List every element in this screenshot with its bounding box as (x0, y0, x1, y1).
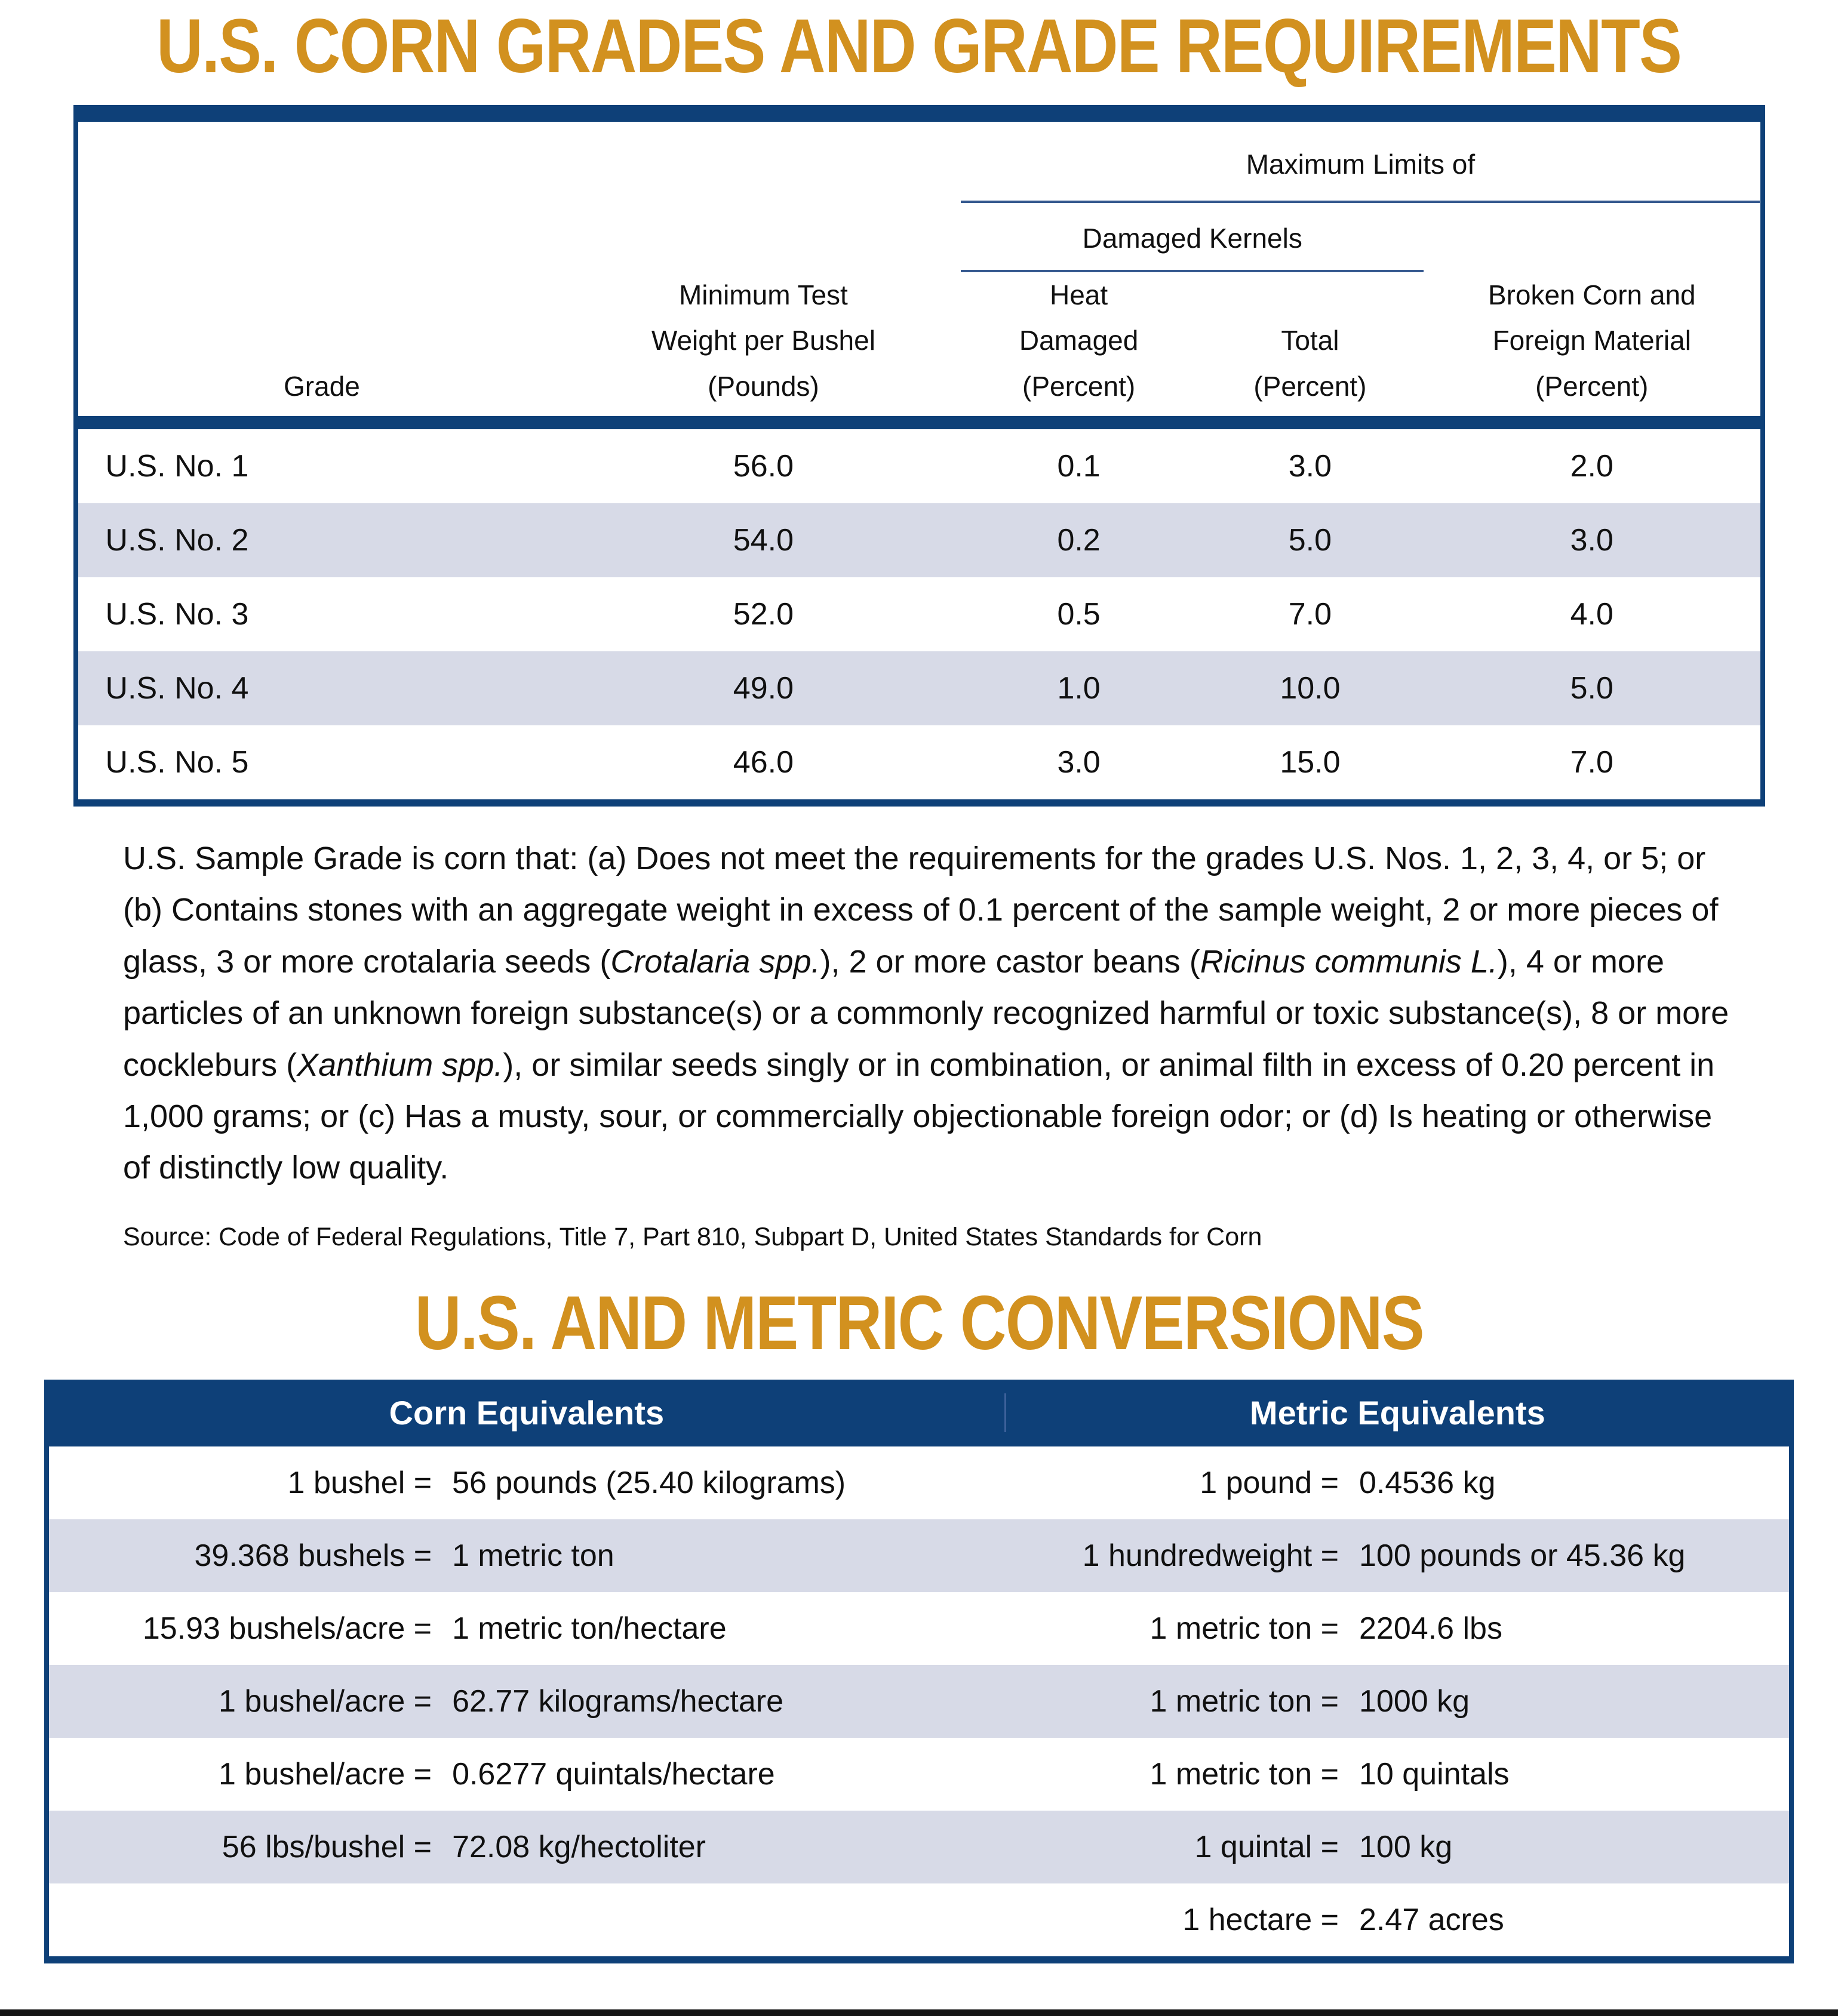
header-min-test-weight-line: Minimum Test (678, 279, 848, 310)
conversion-row (49, 1519, 1789, 1592)
conversion-value: 10 quintals (1358, 1756, 1510, 1792)
header-broken-corn (1424, 272, 1760, 416)
note-text: ), 2 or more castor beans ( (820, 943, 1200, 980)
metric-equivalent-cell (1006, 1829, 1789, 1865)
broken-corn-cell: 2.0 (1570, 449, 1613, 484)
conversion-term: 56 lbs/bushel = (222, 1829, 432, 1864)
grades-table (73, 105, 1765, 807)
conversion-value: 56 pounds (25.40 kilograms) (452, 1465, 846, 1500)
conversion-value: 2.47 acres (1358, 1902, 1504, 1937)
min-test-weight-cell: 54.0 (733, 523, 794, 558)
header-grade: Grade (284, 370, 360, 402)
header-broken-corn-line: Foreign Material (1492, 325, 1691, 356)
corn-equivalent-cell (49, 1829, 1006, 1865)
grade-cell: U.S. No. 4 (105, 671, 249, 706)
heat-damaged-cell: 1.0 (1057, 671, 1101, 706)
metric-equivalent-cell (1006, 1611, 1789, 1646)
header-heat-damaged-line: Heat (1050, 279, 1108, 310)
grade-cell: U.S. No. 1 (105, 449, 249, 484)
conversion-term: 1 hectare = (1182, 1902, 1339, 1937)
conversion-value: 2204.6 lbs (1358, 1611, 1502, 1646)
corn-equivalent-cell (49, 1465, 1006, 1501)
min-test-weight-cell: 46.0 (733, 745, 794, 780)
conversion-row (49, 1811, 1789, 1883)
header-damaged-kernels-group: Damaged Kernels (961, 203, 1424, 272)
conversion-value: 1000 kg (1358, 1683, 1470, 1719)
conversion-row (49, 1446, 1789, 1519)
metric-equivalent-cell (1006, 1538, 1789, 1574)
grade-table-row (78, 503, 1760, 577)
conversion-value: 100 kg (1358, 1829, 1453, 1864)
metric-equivalent-cell (1006, 1756, 1789, 1792)
broken-corn-cell: 4.0 (1570, 597, 1613, 632)
heat-damaged-cell: 3.0 (1057, 745, 1101, 780)
conversion-value: 1 metric ton/hectare (452, 1611, 727, 1646)
conversions-title (0, 1280, 1838, 1366)
heat-damaged-cell: 0.2 (1057, 523, 1101, 558)
metric-equivalent-cell (1006, 1465, 1789, 1501)
conversion-value: 100 pounds or 45.36 kg (1358, 1538, 1686, 1573)
metric-equivalent-cell (1006, 1902, 1789, 1938)
header-min-test-weight-line: (Pounds) (708, 370, 819, 402)
conversion-row (49, 1665, 1789, 1738)
broken-corn-cell: 5.0 (1570, 671, 1613, 706)
header-min-test-weight (565, 272, 961, 416)
metric-equivalent-cell (1006, 1683, 1789, 1719)
grade-table-row (78, 429, 1760, 503)
conversion-value: 72.08 kg/hectoliter (452, 1829, 706, 1864)
header-heat-damaged (961, 272, 1196, 416)
conversion-term: 1 metric ton = (1149, 1756, 1339, 1792)
conversion-value: 1 metric ton (452, 1538, 614, 1573)
grades-title-text: U.S. CORN GRADES AND GRADE REQUIREMENTS (156, 4, 1682, 89)
grade-cell: U.S. No. 3 (105, 597, 249, 632)
header-heat-damaged-line: Damaged (1019, 325, 1139, 356)
header-maximum-limits-group: Maximum Limits of (961, 122, 1760, 203)
broken-corn-cell: 7.0 (1570, 745, 1613, 780)
total-cell: 7.0 (1288, 597, 1332, 632)
corn-equivalent-cell (49, 1683, 1006, 1719)
conversion-term: 15.93 bushels/acre = (142, 1611, 432, 1646)
grades-table-header (78, 122, 1760, 429)
total-cell: 3.0 (1288, 449, 1332, 484)
broken-corn-cell: 3.0 (1570, 523, 1613, 558)
header-total-line: (Percent) (1253, 370, 1367, 402)
heat-damaged-cell: 0.1 (1057, 449, 1101, 484)
conversion-value: 62.77 kilograms/hectare (452, 1683, 784, 1719)
source-note: Source: Code of Federal Regulations, Title 7, Part 810, Subpart D, United States Standards for Corn (123, 1222, 1262, 1251)
header-broken-corn-line: (Percent) (1535, 370, 1649, 402)
corn-equivalent-cell (49, 1611, 1006, 1646)
conversion-term: 1 quintal = (1194, 1829, 1339, 1864)
conversion-term: 1 bushel/acre = (219, 1756, 432, 1792)
corn-equivalent-cell (49, 1756, 1006, 1792)
corn-equivalent-cell (49, 1538, 1006, 1574)
grade-table-row (78, 651, 1760, 725)
heat-damaged-cell: 0.5 (1057, 597, 1101, 632)
conversions-table (44, 1380, 1794, 1963)
grade-table-row (78, 725, 1760, 799)
note-latin-name: Crotalaria spp. (610, 943, 820, 980)
total-cell: 5.0 (1288, 523, 1332, 558)
grades-title (0, 4, 1838, 89)
min-test-weight-cell: 52.0 (733, 597, 794, 632)
conversion-term: 1 pound = (1200, 1465, 1339, 1500)
conversion-term: 1 metric ton = (1149, 1683, 1339, 1719)
conversions-table-header (49, 1380, 1789, 1446)
bottom-page-rule (0, 2009, 1838, 2016)
conversions-title-text: U.S. AND METRIC CONVERSIONS (414, 1280, 1424, 1366)
conversion-term: 1 metric ton = (1149, 1611, 1339, 1646)
note-text: U.S. Sample Grade is corn that: (a) Does not meet the requirements for the grades U.S. Nos. 1, 2, 3, 4, or 5; or (b) Contains stones with an aggregate weight in excess of 0.1 percent of the sample weight, 2 or more pieces of glass, 3 or more crotalaria seeds ( (123, 841, 1719, 980)
grade-cell: U.S. No. 2 (105, 523, 249, 558)
min-test-weight-cell: 56.0 (733, 449, 794, 484)
grade-table-row (78, 577, 1760, 651)
conversion-term: 1 hundredweight = (1082, 1538, 1339, 1573)
conversion-term: 1 bushel/acre = (219, 1683, 432, 1719)
total-cell: 15.0 (1280, 745, 1341, 780)
conversion-row (49, 1592, 1789, 1665)
header-total-line: Total (1281, 325, 1339, 356)
note-latin-name: Ricinus communis L. (1200, 943, 1498, 980)
note-latin-name: Xanthium spp. (297, 1047, 503, 1083)
note-text: ), or similar seeds singly or in combination, or animal filth in excess of 0.20 percent in 1,000 grams; or (c) Has a musty, sour, or commercially objectionable foreign odor; or (d) Is heating or otherwise of distinctly low quality. (123, 1047, 1715, 1186)
conversion-term: 1 bushel = (287, 1465, 432, 1500)
header-min-test-weight-line: Weight per Bushel (651, 325, 875, 356)
conversion-value: 0.6277 quintals/hectare (452, 1756, 775, 1792)
conversion-row (49, 1883, 1789, 1956)
min-test-weight-cell: 49.0 (733, 671, 794, 706)
conversion-row (49, 1738, 1789, 1811)
conversion-value: 0.4536 kg (1358, 1465, 1496, 1500)
header-heat-damaged-line: (Percent) (1022, 370, 1136, 402)
sample-grade-note (123, 833, 1731, 1194)
conversion-term: 39.368 bushels = (194, 1538, 432, 1573)
total-cell: 10.0 (1280, 671, 1341, 706)
page (0, 4, 1838, 2016)
grade-cell: U.S. No. 5 (105, 745, 249, 780)
header-corn-equivalents: Corn Equivalents (49, 1393, 1006, 1432)
header-broken-corn-line: Broken Corn and (1487, 279, 1696, 310)
header-total (1197, 318, 1424, 416)
note-text: ), 4 or more particles of an unknown foreign substance(s) or a commonly recognized harmful or toxic substance(s), 8 or more cockleburs ( (123, 943, 1729, 1083)
header-metric-equivalents: Metric Equivalents (1249, 1394, 1545, 1432)
